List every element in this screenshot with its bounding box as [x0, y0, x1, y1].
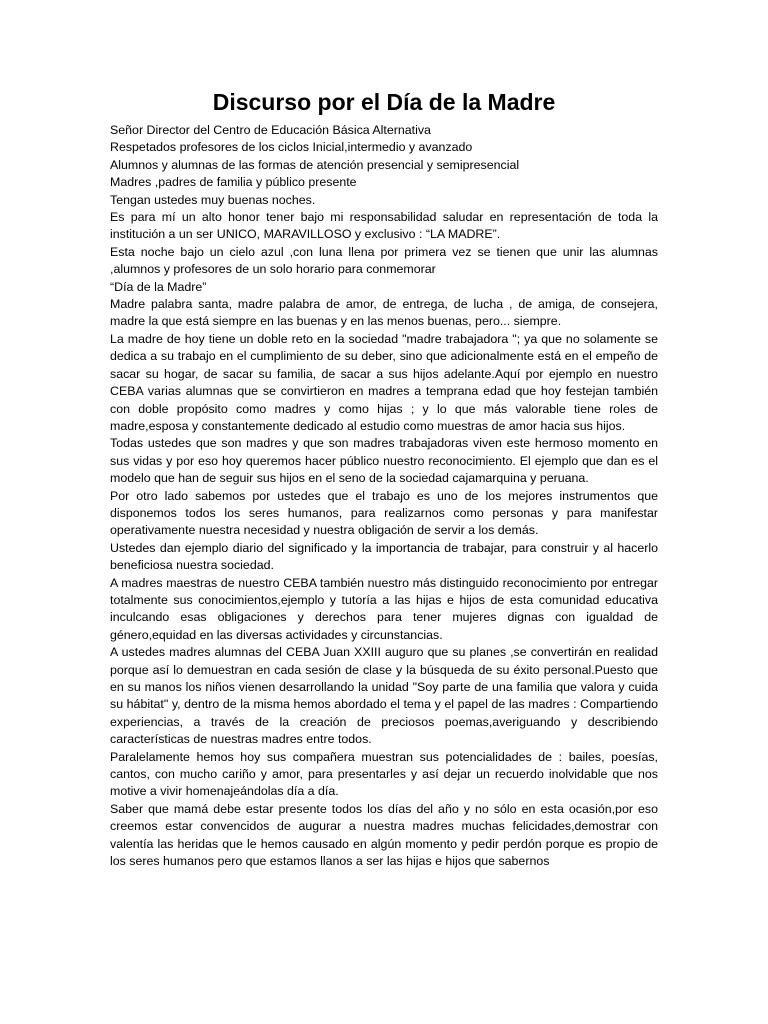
paragraph: Ustedes dan ejemplo diario del significado y la importancia de trabajar, para construir y al hacerlo beneficiosa nuestra sociedad.: [110, 540, 658, 573]
paragraph: Madre palabra santa, madre palabra de amor, de entrega, de lucha , de amiga, de consejera, madre la que está siempre en las buenas y en las menos buenas, pero... siempre.: [110, 297, 658, 329]
document-title: Discurso por el Día de la Madre: [212, 89, 556, 115]
paragraph: La madre de hoy tiene un doble reto en la sociedad "madre trabajadora "; ya que no solamente se dedica a su trabajo en el cumplimiento de su deber, sino que adicionalmente está en el empeño de sacar su hogar, de sacar su familia, de sacar a sus hijos adelante.Aquí por ejemplo en nuestro CEBA varias alumnas que se convirtieron en madres a temprana edad que hoy festejan también con doble propósito como madres y como hijas ; y lo que más valorable tiene roles de madre,esposa y constantemente dedicado al estudio como muestras de amor hacia sus hijos.: [110, 331, 658, 433]
paragraph: Es para mí un alto honor tener bajo mi responsabilidad saludar en representación de toda la institución a un ser UNICO, MARAVILLOSO y exclusivo : “LA MADRE”.: [110, 210, 658, 242]
salutation-line: Respetados profesores de los ciclos Inicial,intermedio y avanzado: [110, 140, 473, 155]
paragraph: Esta noche bajo un cielo azul ,con luna llena por primera vez se tienen que unir las alumnas ,alumnos y profesores de un solo horario para conmemorar: [110, 244, 658, 277]
paragraph: A madres maestras de nuestro CEBA también nuestro más distinguido reconocimiento por entregar totalmente sus conocimientos,ejemplo y tutoría a las hijas e hijos de esta comunidad educativa inculcando esas obligaciones y derechos para tener mujeres dignas con igualdad de género,equidad en las diversas actividades y circunstancias.: [110, 575, 658, 642]
paragraph: “Día de la Madre”: [110, 279, 207, 294]
paragraph: Paralelamente hemos hoy sus compañera muestran sus potencialidades de : bailes, poesías, cantos, con mucho cariño y amor, para presentarles y así dejar un recuerdo inolvidable que nos motive a vivir homenajeándolas día a día.: [110, 749, 658, 799]
salutation-line: Alumnos y alumnas de las formas de atención presencial y semipresencial: [110, 157, 520, 172]
paragraph: A ustedes madres alumnas del CEBA Juan XXIII auguro que su planes ,se convertirán en realidad porque así lo demuestran en cada sesión de clase y la búsqueda de su éxito personal.Puesto que en su manos los niños vienen desarrollando la unidad "Soy parte de una familia que valora y cuida su hábitat" y, dentro de la misma hemos abordado el tema y el papel de las madres : Compartiendo experiencias, a través de la creación de preciosos poemas,averiguando y describiendo características de nuestras madres entre todos.: [110, 645, 658, 747]
paragraph: Saber que mamá debe estar presente todos los días del año y no sólo en esta ocasión,por eso creemos estar convencidos de augurar a nuestra madres muchas felicidades,demostrar con valentía las heridas que le hemos causado en algún momento y pedir perdón porque es propio de los seres humanos pero que estamos llanos a ser las hijas e hijos que sabernos: [110, 801, 658, 869]
salutation-line: Madres ,padres de familia y público presente: [110, 175, 357, 190]
salutation-line: Tengan ustedes muy buenas noches.: [110, 192, 316, 207]
document-body: [110, 122, 658, 870]
paragraph: Por otro lado sabemos por ustedes que el trabajo es uno de los mejores instrumentos que disponemos todos los seres humanos, para realizarnos como personas y para manifestar operativamente nuestra necesidad y nuestra obligación de servir a los demás.: [110, 488, 658, 538]
salutations: [110, 122, 658, 209]
salutation-line: Señor Director del Centro de Educación Básica Alternativa: [110, 123, 431, 137]
paragraph: Todas ustedes que son madres y que son madres trabajadoras viven este hermoso momento en sus vidas y por eso hoy queremos hacer público nuestro reconocimiento. El ejemplo que dan es el modelo que han de seguir sus hijos en el seno de la sociedad cajamarquina y peruana.: [110, 436, 658, 486]
